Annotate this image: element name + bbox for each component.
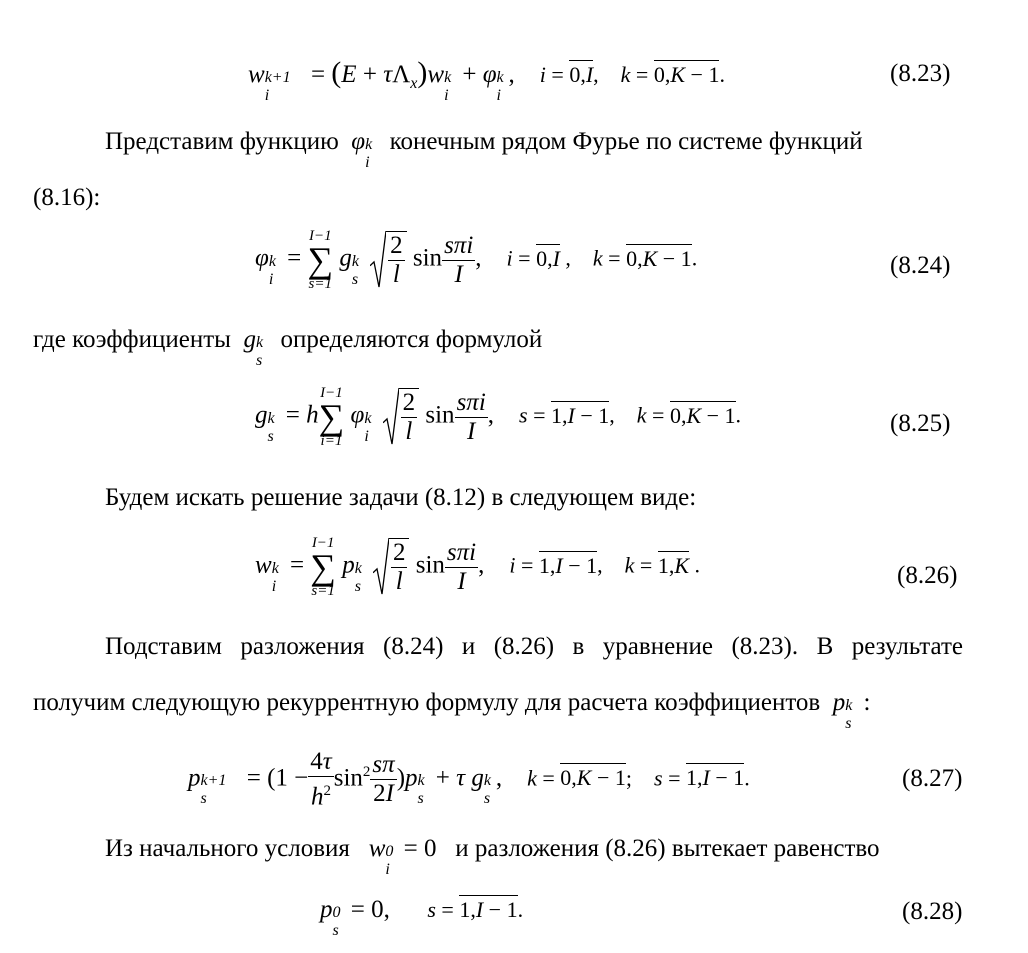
equation-8-28: p 0 s = 0, s = 1,I − 1. bbox=[320, 896, 524, 939]
text-line: и разложения (8.26) вытекает равенство bbox=[455, 835, 880, 862]
paragraph-text: Подставим разложения (8.24) и (8.26) в уравнение (8.23). В результате bbox=[105, 633, 963, 660]
equation-number: (8.27) bbox=[902, 765, 963, 792]
equation-number: (8.23) bbox=[890, 60, 951, 87]
equation-number: (8.26) bbox=[897, 562, 958, 589]
paragraph-text: (8.16): bbox=[33, 184, 101, 211]
paragraph-text: Из начального условия w 0 i = 0 и разложения (8.26) вытекает равенство bbox=[105, 835, 880, 878]
equation-number: (8.28) bbox=[902, 898, 963, 925]
paragraph-text: Будем искать решение задачи (8.12) в следующем виде: bbox=[105, 484, 697, 511]
text-line: Представим функцию bbox=[105, 128, 339, 155]
equation-8-27: p k+1 s = (1 − $\frac{4\tau}{h^2}$ $\sin^2$ $\frac{s\pi}{2I}$ )p k s + τ g k s , k = 0,K − 1; s = 1,I − 1. bbox=[188, 748, 750, 811]
text-line: где коэффициенты bbox=[33, 326, 231, 353]
equation-8-25: g k s = h I−1 ∑ i=1 φ k i $\frac{2}{l}$ sin $\frac{\text{sπi}}{I}$ , s = 1,I − 1, k = 0,K − 1. bbox=[255, 385, 742, 449]
paragraph-text: где коэффициенты g k s определяются формулой bbox=[33, 326, 543, 369]
text-line: Из начального условия bbox=[105, 835, 350, 862]
equation-8-24: φ k i = I−1 ∑ s=1 g k s $\frac{2}{l}$ sin $\frac{\text{sπi}}{I}$ , i = 0,I , k = 0,K − 1. bbox=[255, 228, 698, 292]
text-line: получим следующую рекуррентную формулу для расчета коэффициентов bbox=[33, 689, 821, 716]
equation-number: (8.24) bbox=[890, 252, 951, 279]
paragraph-text: получим следующую рекуррентную формулу для расчета коэффициентов p k s : bbox=[33, 689, 871, 732]
equation-8-23: w k+1 i = $(E + \tau\Lambda_x)w$ k i + φ k i , i = 0,I, k = 0,K − 1. bbox=[248, 56, 725, 104]
equation-8-26: w k i = I−1 ∑ s=1 p k s $\frac{2}{l}$ sin $\frac{\text{sπi}}{I}$ , i = 1,I − 1, k = 1,K . bbox=[255, 535, 701, 599]
text-line: определяются формулой bbox=[280, 326, 543, 353]
text-line: : bbox=[863, 689, 871, 716]
paragraph-text: Представим функцию φ k i конечным рядом Фурье по системе функций bbox=[105, 128, 863, 171]
equation-number: (8.25) bbox=[890, 410, 951, 437]
text-line: конечным рядом Фурье по системе функций bbox=[389, 128, 863, 155]
